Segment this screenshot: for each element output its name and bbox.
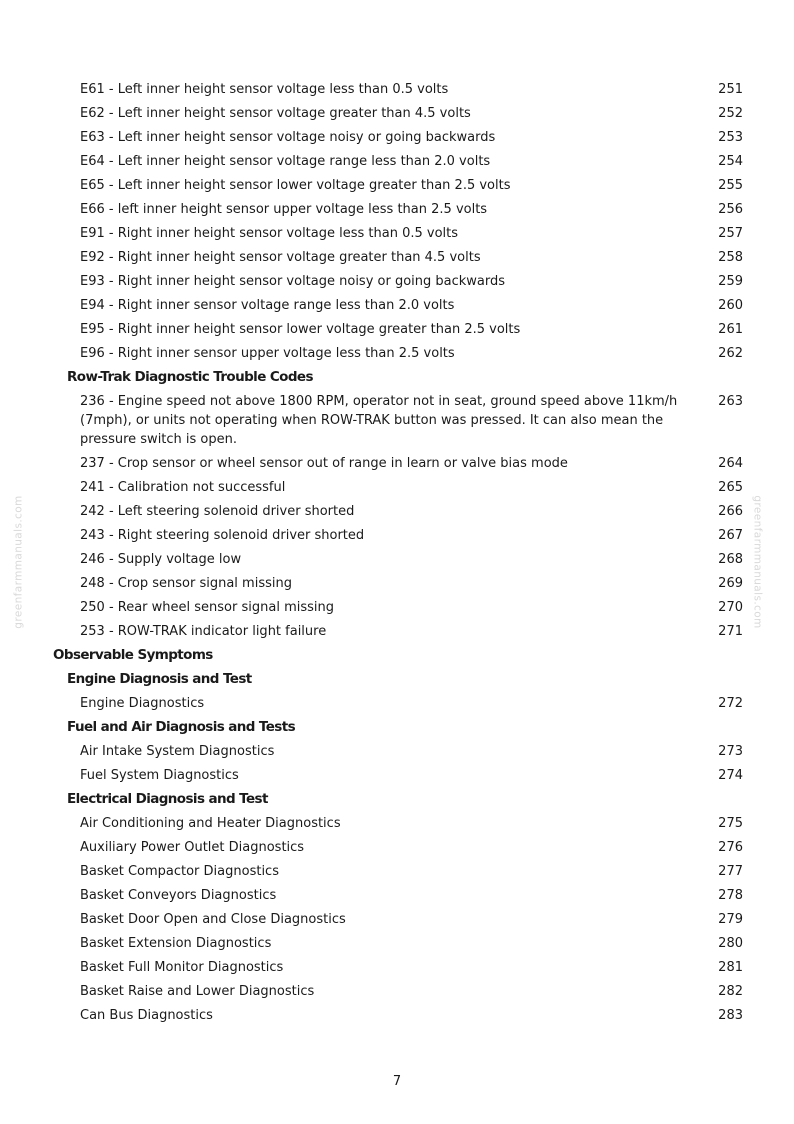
- toc-entry-page: 251: [718, 82, 743, 97]
- toc-entry[interactable]: [80, 317, 743, 341]
- toc-entry-title: E61 - Left inner height sensor voltage less than 0.5 volts: [80, 82, 449, 97]
- toc-entry-title: E94 - Right inner sensor voltage range less than 2.0 volts: [80, 298, 455, 313]
- toc-entry-title: 246 - Supply voltage low: [80, 552, 242, 567]
- toc-entry-page: 280: [718, 936, 743, 951]
- toc-entry-title: E95 - Right inner height sensor lower voltage greater than 2.5 volts: [80, 322, 521, 337]
- toc-entry-page: 272: [718, 696, 743, 711]
- toc-entry-page: 271: [718, 624, 743, 639]
- toc-entry-page: 273: [718, 744, 743, 759]
- toc-entry-page: 259: [718, 274, 743, 289]
- toc-entry-title: E92 - Right inner height sensor voltage greater than 4.5 volts: [80, 250, 481, 265]
- toc-entry-title: 236 - Engine speed not above 1800 RPM, operator not in seat, ground speed above 11km/h (7mph), or units not operating when ROW-TRAK button was pressed. It can also mean the pressure switch is open.: [80, 394, 678, 447]
- toc-entry-page: 281: [718, 960, 743, 975]
- toc-entry[interactable]: [80, 739, 743, 763]
- toc-entry-title: 242 - Left steering solenoid driver shorted: [80, 504, 355, 519]
- toc-entry-page: 256: [718, 202, 743, 217]
- subsection-heading: Fuel and Air Diagnosis and Tests: [67, 719, 296, 735]
- toc-entry-page: 267: [718, 528, 743, 543]
- toc-entry[interactable]: [80, 173, 743, 197]
- toc-entry[interactable]: [80, 571, 743, 595]
- toc-entry[interactable]: [80, 691, 743, 715]
- subsection-heading: Row-Trak Diagnostic Trouble Codes: [67, 369, 313, 385]
- toc-entry-page: 264: [718, 456, 743, 471]
- toc-entry-page: 260: [718, 298, 743, 313]
- toc-entry-page: 255: [718, 178, 743, 193]
- table-of-contents: [0, 77, 794, 1027]
- toc-entry[interactable]: [80, 763, 743, 787]
- toc-entry-title: 253 - ROW-TRAK indicator light failure: [80, 624, 327, 639]
- toc-entry-title: Auxiliary Power Outlet Diagnostics: [80, 840, 305, 855]
- toc-entry[interactable]: [80, 149, 743, 173]
- toc-entry-title: Basket Conveyors Diagnostics: [80, 888, 277, 903]
- toc-entry-page: 261: [718, 322, 743, 337]
- toc-entry-title: E96 - Right inner sensor upper voltage less than 2.5 volts: [80, 346, 455, 361]
- toc-entry[interactable]: [80, 197, 743, 221]
- toc-entry-page: 263: [718, 394, 743, 409]
- toc-entry-page: 265: [718, 480, 743, 495]
- toc-entry[interactable]: [80, 499, 743, 523]
- toc-entry[interactable]: [80, 77, 743, 101]
- toc-entry[interactable]: [80, 125, 743, 149]
- page-number: 7: [392, 1074, 402, 1089]
- toc-entry[interactable]: [80, 245, 743, 269]
- toc-entry-page: 270: [718, 600, 743, 615]
- toc-entry-page: 274: [718, 768, 743, 783]
- toc-entry[interactable]: [80, 595, 743, 619]
- toc-entry-title: E64 - Left inner height sensor voltage range less than 2.0 volts: [80, 154, 491, 169]
- toc-entry-title: E63 - Left inner height sensor voltage noisy or going backwards: [80, 130, 496, 145]
- toc-entry[interactable]: [80, 389, 743, 451]
- toc-entry-title: Basket Raise and Lower Diagnostics: [80, 984, 315, 999]
- toc-entry-page: 278: [718, 888, 743, 903]
- toc-entry[interactable]: [80, 955, 743, 979]
- toc-entry[interactable]: [80, 293, 743, 317]
- toc-entry-title: Basket Full Monitor Diagnostics: [80, 960, 284, 975]
- toc-entry-title: 250 - Rear wheel sensor signal missing: [80, 600, 334, 615]
- toc-entry-page: 262: [718, 346, 743, 361]
- toc-entry-title: 241 - Calibration not successful: [80, 480, 286, 495]
- toc-entry-title: E62 - Left inner height sensor voltage greater than 4.5 volts: [80, 106, 471, 121]
- toc-entry-page: 257: [718, 226, 743, 241]
- toc-entry[interactable]: [80, 619, 743, 643]
- toc-entry[interactable]: [80, 475, 743, 499]
- toc-entry-page: 254: [718, 154, 743, 169]
- watermark-right: greenfarmmanuals.com: [751, 495, 764, 629]
- toc-entry-title: Fuel System Diagnostics: [80, 768, 239, 783]
- toc-entry[interactable]: [80, 979, 743, 1003]
- toc-entry[interactable]: [80, 931, 743, 955]
- toc-entry-page: 253: [718, 130, 743, 145]
- toc-entry-title: E93 - Right inner height sensor voltage noisy or going backwards: [80, 274, 506, 289]
- toc-entry-title: Basket Compactor Diagnostics: [80, 864, 279, 879]
- toc-entry-title: E66 - left inner height sensor upper voltage less than 2.5 volts: [80, 202, 488, 217]
- toc-entry[interactable]: [80, 341, 743, 365]
- toc-entry[interactable]: [80, 547, 743, 571]
- toc-entry-page: 277: [718, 864, 743, 879]
- subsection-heading: Electrical Diagnosis and Test: [67, 791, 268, 807]
- toc-entry-page: 269: [718, 576, 743, 591]
- toc-entry-page: 258: [718, 250, 743, 265]
- toc-entry-title: Can Bus Diagnostics: [80, 1008, 213, 1023]
- subsection-heading: Engine Diagnosis and Test: [67, 671, 252, 687]
- toc-entry-page: 276: [718, 840, 743, 855]
- toc-entry[interactable]: [80, 451, 743, 475]
- toc-entry-title: Engine Diagnostics: [80, 696, 205, 711]
- toc-entry-title: 248 - Crop sensor signal missing: [80, 576, 292, 591]
- toc-entry[interactable]: [80, 101, 743, 125]
- toc-entry-title: 237 - Crop sensor or wheel sensor out of range in learn or valve bias mode: [80, 456, 568, 471]
- toc-entry-page: 268: [718, 552, 743, 567]
- toc-entry[interactable]: [80, 221, 743, 245]
- toc-entry[interactable]: [80, 269, 743, 293]
- toc-entry-page: 252: [718, 106, 743, 121]
- toc-entry-title: E91 - Right inner height sensor voltage less than 0.5 volts: [80, 226, 459, 241]
- toc-entry-page: 282: [718, 984, 743, 999]
- watermark-left: greenfarmmanuals.com: [12, 495, 25, 629]
- toc-entry[interactable]: [80, 811, 743, 835]
- toc-entry-page: 279: [718, 912, 743, 927]
- toc-entry[interactable]: [80, 1003, 743, 1027]
- toc-entry-title: Basket Extension Diagnostics: [80, 936, 272, 951]
- toc-entry-title: Air Conditioning and Heater Diagnostics: [80, 816, 341, 831]
- section-heading: Observable Symptoms: [53, 647, 213, 663]
- toc-entry-page: 283: [718, 1008, 743, 1023]
- toc-entry-title: E65 - Left inner height sensor lower voltage greater than 2.5 volts: [80, 178, 511, 193]
- toc-entry-title: 243 - Right steering solenoid driver shorted: [80, 528, 365, 543]
- toc-entry[interactable]: [80, 859, 743, 883]
- toc-entry-title: Air Intake System Diagnostics: [80, 744, 275, 759]
- toc-entry-page: 275: [718, 816, 743, 831]
- toc-entry[interactable]: [80, 835, 743, 859]
- toc-entry[interactable]: [80, 883, 743, 907]
- toc-entry-title: Basket Door Open and Close Diagnostics: [80, 912, 346, 927]
- toc-entry[interactable]: [80, 907, 743, 931]
- toc-entry-page: 266: [718, 504, 743, 519]
- toc-entry[interactable]: [80, 523, 743, 547]
